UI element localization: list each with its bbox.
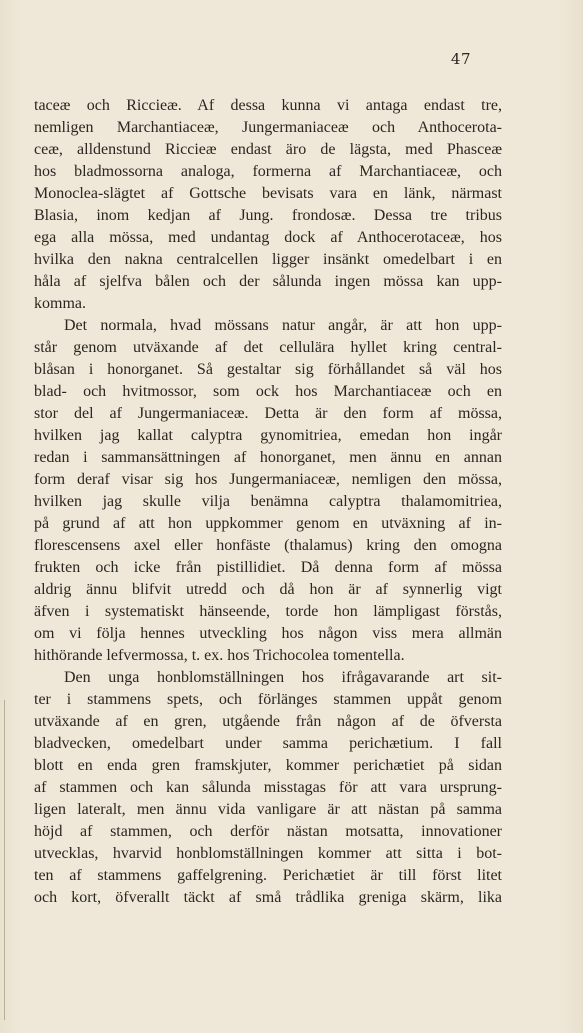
text-line: blott en enda gren framskjuter, kommer perichætiet på sidan <box>34 757 502 774</box>
text-line: äfven i systematiskt hänseende, torde hon lämpligast förstås, <box>34 603 502 620</box>
text-line: ten af stammens gaffelgrening. Perichætiet är till först litet <box>34 867 502 884</box>
text-line: och kort, öfverallt täckt af små trådlika greniga skärm, lika <box>34 889 502 906</box>
text-line: taceæ och Ricciеæ. Af dessa kunna vi antaga endast tre, <box>34 97 502 114</box>
text-line: stor del af Jungermaniaceæ. Detta är den form af mössa, <box>34 405 502 422</box>
text-line: hos bladmossorna analoga, formerna af Marchantiaceæ, och <box>34 163 502 180</box>
text-line: aldrig ännu blifvit utredd och då hon är af synnerlig vigt <box>34 581 502 598</box>
text-line: komma. <box>34 295 86 312</box>
text-line: på grund af att hon uppkommer genom en utväxning af in- <box>34 515 502 532</box>
text-line: Blasia, inom kedjan af Jung. frondosæ. Dessa tre tribus <box>34 207 502 224</box>
text-line: hvilken jag kallat calyptra gynomitriea, emedan hon ingår <box>34 427 502 444</box>
text-line: redan i sammansättningen af honorganet, men ännu en annan <box>34 449 502 466</box>
text-line: Den unga honblomställningen hos ifrågavarande art sit- <box>64 669 502 686</box>
text-line: af stammen och kan sålunda misstagas för att vara ursprung- <box>34 779 502 796</box>
text-line: frukten och icke från pistillidiet. Då denna form af mössa <box>34 559 502 576</box>
text-line: ceæ, alldenstund Ricciеæ endast äro de lägsta, med Phasceæ <box>34 141 502 158</box>
text-line: blåsan i honorganet. Så gestaltar sig förhållandet så väl hos <box>34 361 502 378</box>
body-text <box>34 95 502 909</box>
text-line: står genom utväxande af det cellulära hyllet kring central- <box>34 339 502 356</box>
text-line: håla af sjelfva bålen och der sålunda ingen mössa kan upp- <box>34 273 502 290</box>
text-line: hithörande lefvermossa, t. ex. hos Trichocolea tomentella. <box>34 647 405 664</box>
text-line: Det normala, hvad mössans natur angår, är att hon upp- <box>64 317 502 334</box>
text-line: ter i stammens spets, och förlänges stammen uppåt genom <box>34 691 502 708</box>
text-line: utvecklas, hvarvid honblomställningen kommer att sitta i bot- <box>34 845 502 862</box>
page-edge-shadow <box>4 700 5 1020</box>
text-line: ega alla mössa, med undantag dock af Anthocerotaceæ, hos <box>34 229 502 246</box>
text-line: blad- och hvitmossor, som ock hos Marchantiaceæ och en <box>34 383 502 400</box>
text-line: om vi följa hennes utveckling hos någon viss mera allmän <box>34 625 502 642</box>
text-line: hvilka den nakna centralcellen ligger insänkt omedelbart i en <box>34 251 502 268</box>
text-line: florescensens axel eller honfäste (thalamus) kring den omogna <box>34 537 502 554</box>
text-line: höjd af stammen, och derför nästan motsatta, innovationer <box>34 823 502 840</box>
text-line: bladvecken, omedelbart under samma perichætium. I fall <box>34 735 502 752</box>
text-line: nemligen Marchantiaceæ, Jungermaniaceæ och Anthocerota- <box>34 119 502 136</box>
text-line: ligen lateralt, men ännu vida vanligare är att nästan på samma <box>34 801 502 818</box>
text-line: utväxande af en gren, utgående från någon af de öfversta <box>34 713 502 730</box>
text-line: hvilken jag skulle vilja benämna calyptra thalamomitriea, <box>34 493 502 510</box>
text-line: Monoclea-slägtet af Gottsche bevisats vara en länk, närmast <box>34 185 502 202</box>
text-line: form deraf visar sig hos Jungermaniaceæ, nemligen den mössa, <box>34 471 502 488</box>
page-number: 47 <box>450 50 471 68</box>
